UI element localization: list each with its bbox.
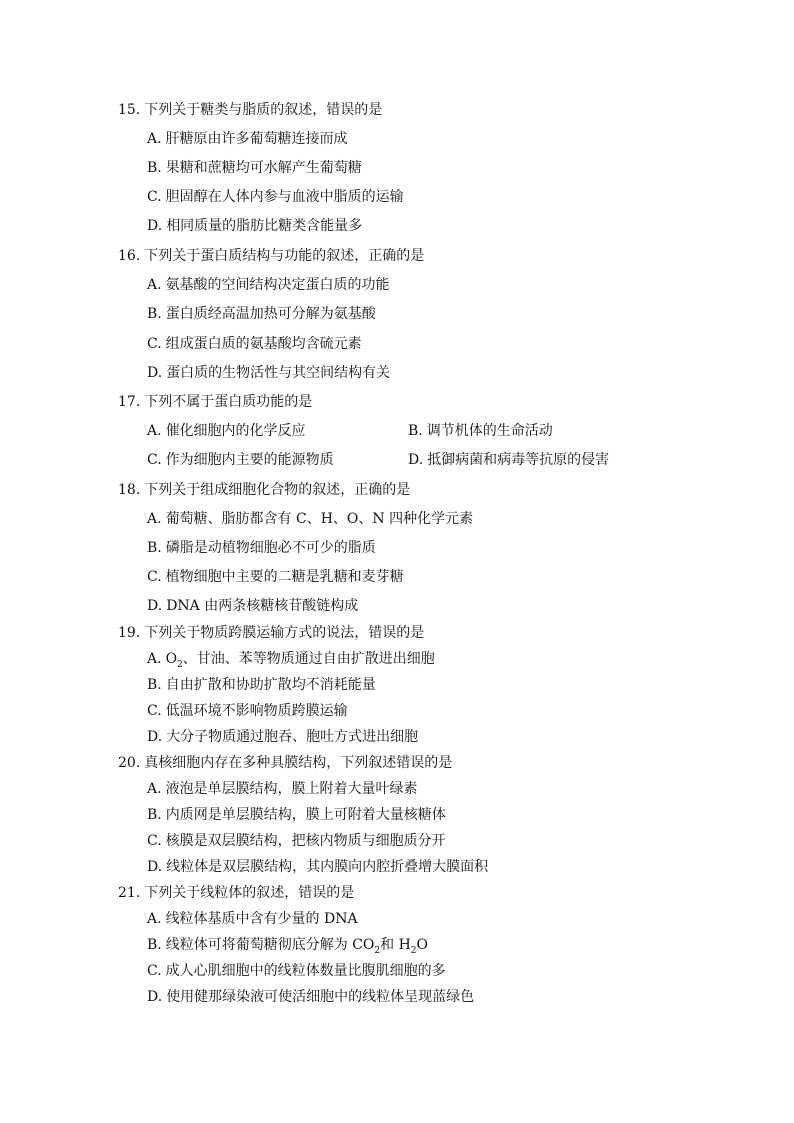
question-15-option-b: B. 果糖和蔗糖均可水解产生葡萄糖: [147, 160, 362, 176]
question-number: 19.: [118, 625, 141, 641]
question-text: 下列关于蛋白质结构与功能的叙述，正确的是: [144, 248, 425, 264]
question-text: 下列关于组成细胞化合物的叙述，正确的是: [144, 482, 411, 498]
question-21-stem: [118, 884, 354, 902]
question-19-option-c: C. 低温环境不影响物质跨膜运输: [147, 703, 348, 719]
question-18-stem: [118, 481, 410, 499]
question-17-stem: [118, 393, 312, 411]
question-18-option-a: A. 葡萄糖、脂肪都含有 C、H、O、N 四种化学元素: [147, 511, 474, 527]
question-text: 下列关于糖类与脂质的叙述，错误的是: [144, 102, 383, 118]
question-number: 16.: [118, 248, 141, 264]
question-19-option-d: D. 大分子物质通过胞吞、胞吐方式进出细胞: [147, 729, 419, 745]
question-16-option-d: D. 蛋白质的生物活性与其空间结构有关: [147, 365, 391, 381]
question-number: 21.: [118, 885, 141, 901]
question-text: 下列关于线粒体的叙述，错误的是: [144, 885, 355, 901]
question-16-option-a: A. 氨基酸的空间结构决定蛋白质的功能: [147, 277, 390, 293]
question-21-option-c: C. 成人心肌细胞中的线粒体数量比腹肌细胞的多: [147, 963, 446, 979]
question-16-option-b: B. 蛋白质经高温加热可分解为氨基酸: [147, 306, 376, 322]
question-21-option-b: B. 线粒体可将葡萄糖彻底分解为 $CO_2$和 $H_2O$: [147, 937, 429, 956]
question-text: 下列不属于蛋白质功能的是: [144, 394, 313, 410]
question-number: 20.: [118, 755, 141, 771]
question-21-option-d: D. 使用健那绿染液可使活细胞中的线粒体呈现蓝绿色: [147, 989, 475, 1005]
question-19-option-a: A. $O_2$、甘油、苯等物质通过自由扩散进出细胞: [147, 651, 435, 670]
question-number: 17.: [118, 394, 141, 410]
question-16-option-c: C. 组成蛋白质的氨基酸均含硫元素: [147, 336, 362, 352]
question-18-option-c: C. 植物细胞中主要的二糖是乳糖和麦芽糖: [147, 569, 404, 585]
question-16-stem: [118, 247, 424, 265]
question-15-option-a: A. 肝糖原由许多葡萄糖连接而成: [147, 131, 348, 147]
question-15-option-c: C. 胆固醇在人体内参与血液中脂质的运输: [147, 189, 404, 205]
question-18-option-d: D. DNA 由两条核糖核苷酸链构成: [147, 598, 359, 614]
question-19-option-b: B. 自由扩散和协助扩散均不消耗能量: [147, 677, 376, 693]
question-text: 真核细胞内存在多种具膜结构，下列叙述错误的是: [144, 755, 453, 771]
question-17-option-a: A. 催化细胞内的化学反应: [147, 423, 306, 439]
question-20-option-c: C. 核膜是双层膜结构，把核内物质与细胞质分开: [147, 833, 446, 849]
question-19-stem: [118, 624, 424, 642]
question-20-stem: [118, 754, 452, 772]
question-17-option-b: B. 调节机体的生命活动: [408, 423, 553, 439]
question-number: 15.: [118, 102, 141, 118]
question-15-stem: [118, 101, 382, 119]
question-18-option-b: B. 磷脂是动植物细胞必不可少的脂质: [147, 540, 376, 556]
question-20-option-b: B. 内质网是单层膜结构，膜上可附着大量核糖体: [147, 807, 446, 823]
question-15-option-d: D. 相同质量的脂肪比糖类含能量多: [147, 218, 363, 234]
question-17-option-c: C. 作为细胞内主要的能源物质: [147, 452, 334, 468]
question-20-option-d: D. 线粒体是双层膜结构，其内膜向内腔折叠增大膜面积: [147, 859, 489, 875]
question-21-option-a: A. 线粒体基质中含有少量的 DNA: [147, 911, 358, 927]
question-number: 18.: [118, 482, 141, 498]
question-17-option-d: D. 抵御病菌和病毒等抗原的侵害: [408, 452, 610, 468]
question-text: 下列关于物质跨膜运输方式的说法，错误的是: [144, 625, 425, 641]
question-20-option-a: A. 液泡是单层膜结构，膜上附着大量叶绿素: [147, 781, 418, 797]
